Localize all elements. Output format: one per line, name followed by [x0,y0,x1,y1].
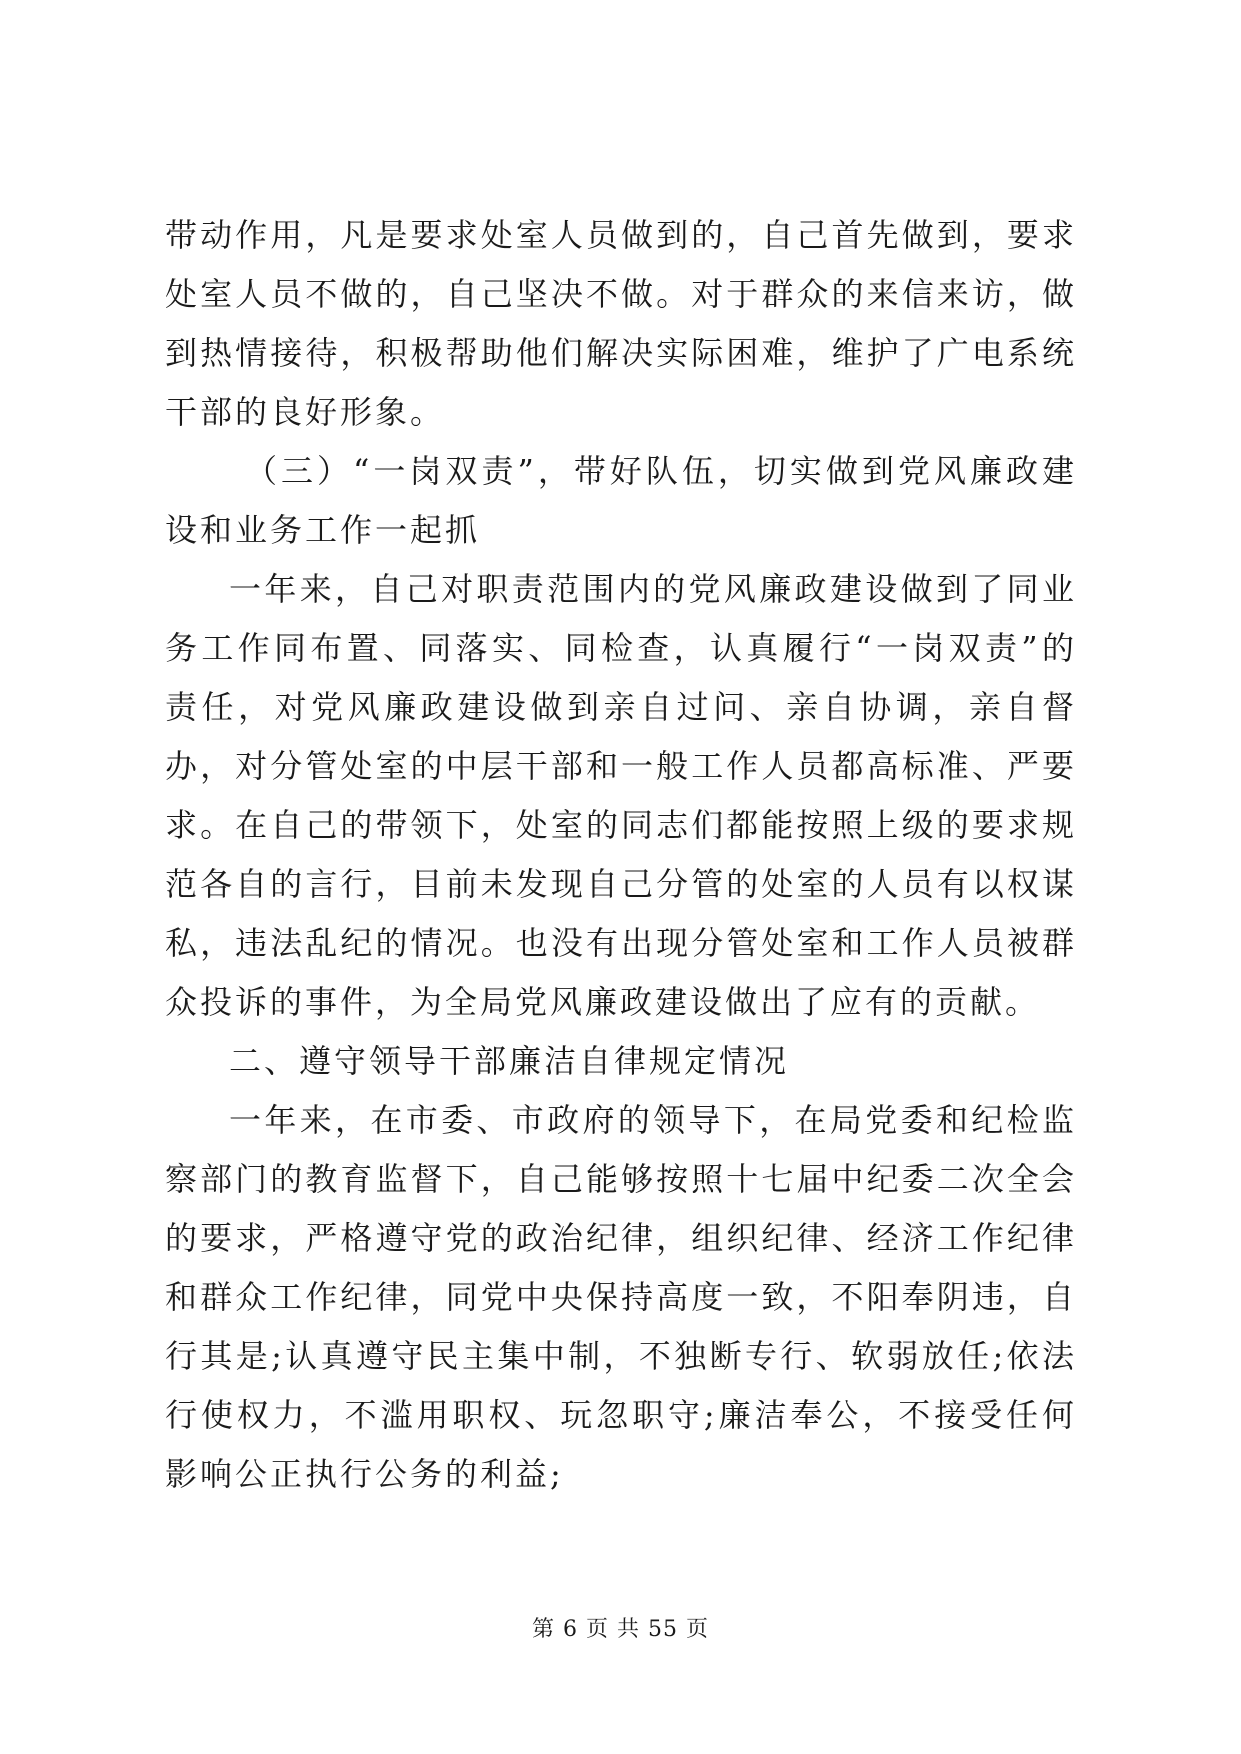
paragraph-one-post-two-duties: 一年来，自己对职责范围内的党风廉政建设做到了同业务工作同布置、同落实、同检查，认真履行“一岗双责”的责任，对党风廉政建设做到亲自过问、亲自协调，亲自督办，对分管处室的中层干部和一般工作人员都高标准、严要求。在自己的带领下，处室的同志们都能按照上级的要求规范各自的言行，目前未发现自己分管的处室的人员有以权谋私，违法乱纪的情况。也没有出现分管处室和工作人员被群众投诉的事件，为全局党风廉政建设做出了应有的贡献。 [165,570,1077,1021]
paragraph-continued: 带动作用，凡是要求处室人员做到的，自己首先做到，要求处室人员不做的，自己坚决不做。对于群众的来信来访，做到热情接待，积极帮助他们解决实际困难，维护了广电系统干部的良好形象。 [165,216,1077,431]
section-heading-three: （三）“一岗双责”，带好队伍，切实做到党风廉政建设和业务工作一起抓 [165,452,1077,549]
page-number-footer: 第 6 页 共 55 页 [532,1617,709,1642]
section-heading-two: 二、遵守领导干部廉洁自律规定情况 [229,1042,790,1080]
document-body [165,206,1077,1504]
paragraph-self-discipline: 一年来，在市委、市政府的领导下，在局党委和纪检监察部门的教育监督下，自己能够按照十七届中纪委二次全会的要求，严格遵守党的政治纪律，组织纪律、经济工作纪律和群众工作纪律，同党中央保持高度一致，不阳奉阴违，自行其是;认真遵守民主集中制，不独断专行、软弱放任;依法行使权力，不滥用职权、玩忽职守;廉洁奉公，不接受任何影响公正执行公务的利益; [165,1101,1077,1493]
